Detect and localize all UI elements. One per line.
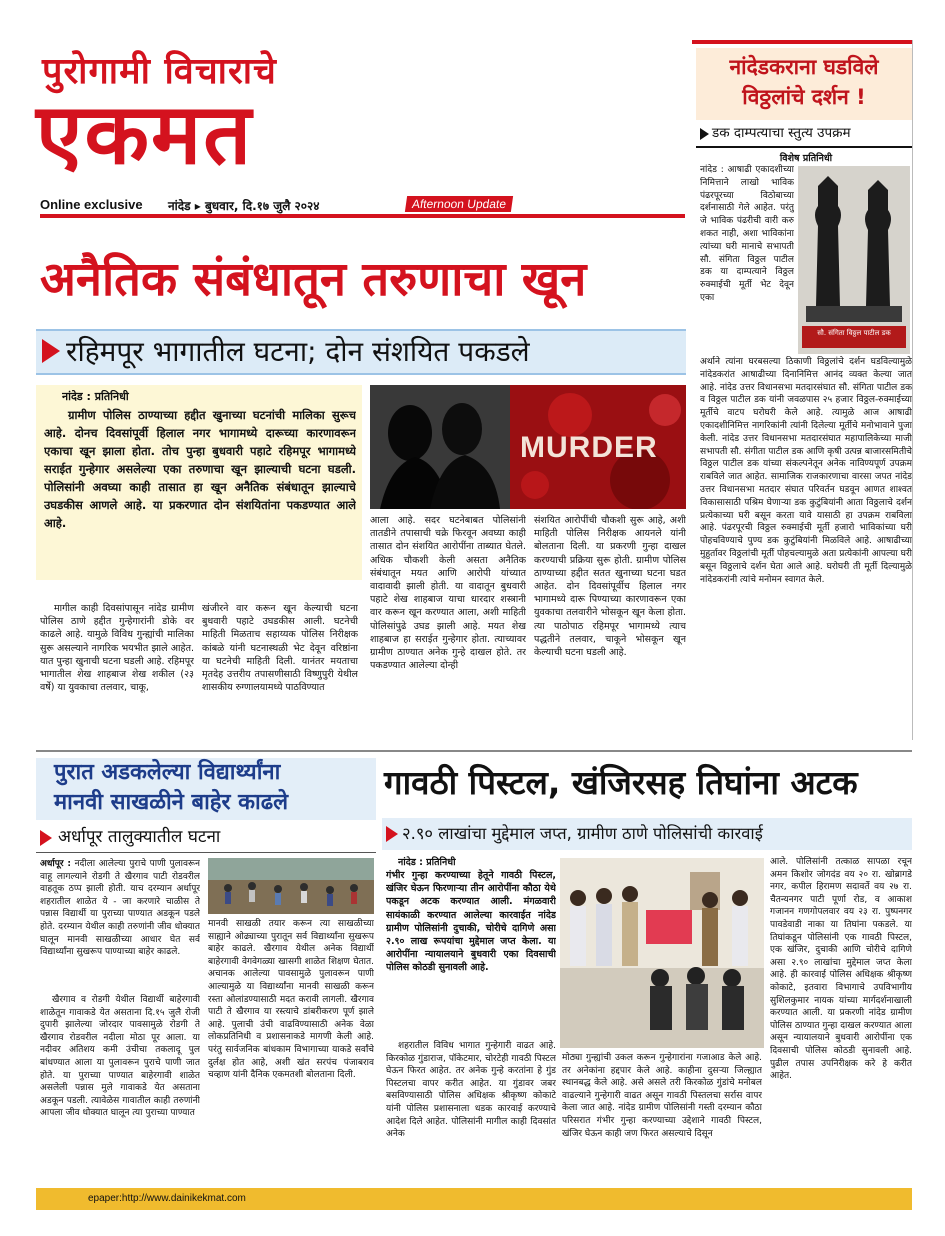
flood-subhead-arrow-icon	[40, 830, 52, 846]
flood-students-photo	[208, 858, 374, 914]
subhead-arrow-icon	[42, 339, 60, 363]
main-column-1: मागील काही दिवसांपासून नांदेड ग्रामीण पोलिस ठाणे हद्दीत गुन्हेगारांनी डोके वर काढले आहे. यामुळे विविध गुन्ह्यांची मालिका सुरू असल्याने नागरिक भयभीत झाले आहेत. यात पुन्हा खुनाची घटना घडली आहे. रहिमपूर भागातील शेख शाहबाज शेख शकील (२३ वर्षे) या युवकाचा तलवार, चाकू,	[40, 603, 194, 694]
flood-subhead-rule	[36, 852, 376, 853]
pistol-col2: मोठ्या गुन्ह्यांची उकल करून गुन्हेगारांना गजाआड केले आहे. तर अनेकांना हद्दपार केले आहे. काहीना दुसऱ्या जिल्ह्यात स्थानबद्ध केले आहे. असे असले तरी किरकोळ गुंडांचे मनोबल वाढल्याने गुन्हेगारी वाढत असून गावठी पिस्तलचा सर्रास वापर केला जात आहे. नांदेड ग्रामीण पोलिसांनी गस्ती दरम्यान कौठा परिसरात गंभीर गुन्हा करण्याच्या उद्देशाने गावठी पिस्टल, खंजिर घेऊन काही जण फिरत असल्याचे दिसून	[562, 1053, 762, 1139]
flood-byline: अर्धापूर :	[40, 859, 71, 869]
side-subhead-rule	[696, 146, 912, 148]
main-column-2: खंजीरने वार करून खून केल्याची घटना बुधवारी पहाटे उघडकीस आली. घटनेची माहिती मिळताच सहाय्यक पोलिस निरीक्षक कांबळे यांनी घटनास्थळी भेट देवून वरिष्ठांना या घटनेची माहिती दिली. यानंतर मयताचा मृतदेह उत्तरीय तपासणीसाठी विष्णुपुरी येथील शासकीय रुग्णालयामध्ये पाठविण्यात	[202, 603, 358, 694]
pistol-intro: गंभीर गुन्हा करण्याच्या हेतूने गावठी पिस्टल, खंजिर घेऊन फिरणाऱ्या तीन आरोपींना कौठा येथे पकडून अटक करण्यात आली. मंगळवारी सायंकाळी करण्यात आलेल्या कारवाईत नांदेड ग्रामीण पोलिसांनी दुचाकी, चोरीचे दागिणे असा २.९० लाख रूपयांचा मुद्देमाल जप्त केला. या आरोपींना न्यायालयाने बुधवारी एका दिवसाची पोलिस कोठडी सुनावली आहे.	[386, 870, 556, 974]
flood-subhead: अर्धापूर तालुक्यातील घटना	[58, 827, 221, 847]
side-text-beside: नांदेड : आषाढी एकादशीच्या निमित्ताने लाखो भाविक पंढरपूरच्या विठोबाच्या दर्शनासाठी गेले आहेत. परंतु जे भाविक पंढरीची वारी करु शकत नाही, अशा भाविकांना त्यांच्या घरी मानाचे सभापती सौ. संगिता विठ्ठल पाटील डक या दाम्पत्याने विठ्ठल रुक्माईची मूर्ती भेट देवून एका	[700, 165, 794, 303]
dateline: नांदेड ▸ बुधवार, दि.१७ जुलै २०२४	[168, 199, 320, 213]
pistol-col3: आले. पोलिसांनी तत्काळ सापळा रचून अमन किशोर जोगदंड वय २० रा. खोब्रागडे नगर, कपील हिरामण सदावर्ते वय २७ रा. चैतन्यनगर पाटी पूर्णा रोड, व आकाश गजानन गणगोपलवार वय २३ रा. पुष्पनगर पावडेवाडी नाका या तिघांना पकडले. या तिघांकडून पोलिसांनी एक गावठी पिस्टल, एक खंजिर, दुचाकी आणि चोरीचे दागिणे असा २.९० लाखांचा मुद्देमाल जप्त केला आहे. ही कारवाई पोलिस अधिक्षक श्रीकृष्ण कोकाटे, इतवारा विभागाचे उपविभागीय सुशिलकुमार नायक यांच्या मार्गदर्शनाखाली करण्यात आली. या प्रकरणी नांदेड ग्रामीण पोलिस ठाण्यात गुन्हा दाखल करण्यात आला असून न्यायालयाने बुधवारी आरोपींना एक दिवसाची पोलिस कोठडी सुनावली आहे. पुढील तपास उपनिरीक्षक करे हे करीत आहेत.	[770, 857, 912, 1082]
main-headline: अनैतिक संबंधातून तरुणाचा खून	[40, 252, 587, 307]
main-subhead: रहिमपूर भागातील घटना; दोन संशयित पकडले	[66, 335, 530, 368]
footer-url[interactable]: epaper:http://www.dainikekmat.com	[88, 1193, 246, 1204]
pistol-subhead-arrow-icon	[386, 826, 398, 842]
afternoon-update-badge: Afternoon Update	[405, 196, 513, 212]
police-photo	[560, 858, 764, 1048]
vitthal-image	[798, 166, 910, 354]
main-column-4: संशयित आरोपींची चौकशी सुरू आहे, अशी माहिती पोलिस निरीक्षक आयनले यांनी बोलताना दिली. या प्रकरणी गुन्हा दाखल करण्याची प्रक्रिया सुरू होती. ग्रामीण पोलिस ठाण्याच्या हद्दीत सतत खुनाच्या घटना घडत आहेत. दोन दिवसांपूर्वीच हिलाल नगर भागामध्ये दारू पिण्याच्या कारणावरून एका युवकाचा तलवारीने भोसकून खून केला होता. त्या पाठोपाठ रहिमपूर भागामध्ये त्याच पद्धतीने तलवार, चाकूने भोसकून खून केल्याची घटना घडली आहे.	[534, 515, 686, 659]
pistol-headline: गावठी पिस्टल, खंजिरसह तिघांना अटक	[384, 763, 858, 802]
flood-image	[208, 858, 374, 914]
main-column-3: आला आहे. सदर घटनेबाबत पोलिसांनी तातडीने तपासाची चक्रे फिरवून अवघ्या काही तासात दोन संशयित आरोपींना ताब्यात घेतले. अधिक चौकशी केली असता अनैतिक संबंधातून मयत आणि आरोपी यांच्यात वादावादी झाली होती. या वादातून बुधवारी पहाटे शेख शाहबाज याचा धारदार शस्त्रानी वार करून खून करण्यात आला, अशी माहिती पोलिसांपुढे उघड झाली आहे. मयत शेख शाहबाज हा सराईत गुन्हेगार होता. त्याच्यावर ग्रामीण ठाण्यात अनेक गुन्हे दाखल होते. तर पकडण्यात आलेल्या दोन्ही	[370, 515, 526, 672]
flood-col1-text: नदीला आलेल्या पुराचे पाणी पुलावरून वाहू लागल्याने रोडगी ते खैरगाव पाटी रोडवरील वाहतूक ठप्प झाली होती. याच दरम्यान अर्धापूर शहरातील शाळेत ये - जा करणारे चाळीस ते पन्नास विद्यार्थी या पुराच्या पाण्यात अडकून पडले होते. दरम्यान येथील काही तरुणांनी जीव धोक्यात घालून मानवी साखळीच्या आधार घेत सर्व विद्यार्थ्यांना सुखरूप पाण्याच्या बाहेर काढले.	[40, 859, 200, 958]
flood-col1	[40, 858, 200, 988]
side-byline: विशेष प्रतिनिधी	[779, 153, 833, 164]
intro-byline: नांदेड : प्रतिनिधी	[62, 390, 129, 403]
side-subhead-icon	[700, 128, 709, 140]
murder-image	[370, 385, 686, 509]
flood-col2: मानवी साखळी तयार करून त्या साखळीच्या साह्याने ओढ्याच्या पुरातून सर्व विद्यार्थ्यांना सुखरूप बाहेर काढले. खैरगाव येथील अनेक विद्यार्थी बाहेरगावी वेगवेगळ्या खासगी शाळेत शिक्षण घेतात. अचानक आलेल्या पावसामुळे पुलावरून पाणी आल्यामुळे या विद्यार्थ्यांना मानवी साखळी करून रस्ता ओलांडण्यासाठी मदत करावी लागली. खैरगाव पाटी ते खैरगाव या रस्त्याचे डांबरीकरण पूर्ण झाले आहे. पुलाची उंची वाढविण्यासाठी अनेक वेळा लोकप्रतिनिधी व प्रशासनाकडे मागणी केली आहे. परंतु सार्वजनिक बांधकाम विभागाच्या याकडे सर्वांचे दुर्लक्ष होत आहे, अशी खंत सरपंच पंजाबराव चव्हाण यांनी दैनिक एकमतशी बोलताना दिली.	[208, 919, 374, 1081]
flood-col1b: खैरगाव व रोडगी येथील विद्यार्थी बाहेरगावी शाळेतून गावाकडे येत असताना दि.१५ जुलै रोजी दुपारी झालेल्या जोरदार पावसामुळे रोडगी ते खैरगाव रोडवरील नदीला मोठा पूर आला. या नदीवर अतिशय कमी उंचीचा तकलादू पुल बांधण्यात आला या पुलावरून पुराचे पाणी जात होते. या पुराच्या पाण्यात बाहेरगावी शाळेत असलेली पन्नास मुले गावाकडे येत असताना अडकून पडली. त्यावेळेस गावातील काही तरुणांनी आपला जीव धोक्यात घालून त्या पुराच्या पाण्यात	[40, 995, 200, 1119]
side-body: अर्थाने त्यांना घरबसल्या ठिकाणी विठ्ठलांचे दर्शन घडविल्यामुळे नांदेडकरांत आषाढीच्या दिनानिमित्त आनंद व्यक्त केल्या जात आहे. नांदेड उत्तर विधानसभा मतदारसंघात सौ. संगिता पाटील डक व विठ्ठल पाटील डक यांनी जवळपास २५ हजार विठ्ठल-रुक्माईच्या मूर्तीचे वाटप घरोघरी केले आहे. त्यामुळे आज आषाढी एकादशीनिमित्त नागरिकांनी त्यांनी दिलेल्या मूर्तीचे मनोभावाने पुजा केली. नांदेड उत्तर विधानसभा मतदारसंघात महापालिकेच्या माजी सभापती सौ. संगीता पाटील डक आणि कृषी उत्पन्न बाजारसमितीचे विठ्ठल पाटील डक यांच्या संकल्पनेतून अनेक नाविण्यपूर्ण उपक्रम राबविले जात आहेत. सामाजिक राजकारणाचा वारसा जपत नांदेड उत्तर विधानसभा मतदार संघात परिवर्तन घडवून आणत शाश्वत विकासासाठी पश्रिम घेणाऱ्या डक कुटुंबियांनी आता विठ्ठलाचे दर्शन प्रत्येकाच्या घरी बसून करता यावे यासाठी हा उपक्रम राबविला आहे. पंढरपूरची विठ्ठल रुक्माईची मूर्ती हजारो भाविकांच्या घरी पोहचविण्याचे पुण्य डक कुटुंबियांनी मिळविले आहे. आषाढीच्या मुहुर्तावर विठ्ठलांची मूर्ती पोहचल्यामुळे अता प्रत्येकांनी आपल्या घरी बसून विठ्ठलाचे दर्शन घेता आले आहे. घरोघरी ती मूर्ती दिल्यामुळे नांदेडकरांनी त्यांचे मनोमन स्वागत केले.	[700, 357, 912, 585]
masthead-tagline: पुरोगामी विचाराचे	[42, 51, 277, 92]
flood-headline-1: पुरात अडकलेल्या विद्यार्थ्यांना	[54, 760, 281, 785]
side-top-rule	[692, 40, 912, 44]
police-with-accused-photo	[560, 858, 764, 1048]
online-exclusive: Online exclusive	[40, 197, 143, 212]
intro-text: ग्रामीण पोलिस ठाण्याच्या हद्दीत खुनाच्या घटनांची मालिका सुरूच आहे. दोनच दिवसांपूर्वी हिलाल नगर भागामध्ये दारूच्या कारणावरून एकाचा खून झाला होता. तोच पुन्हा बुधवारी पहाटे रहिमपूर भागामध्ये सराईत गुन्हेगार असलेल्या एका तरुणाचा खून झाल्याची घटना घडली. पोलिसांनी अवघ्या काही तासात हा खून अनैतिक संबंधातून झाल्याचे उघडकीस आणले आहे. या प्रकरणात दोन संशयितांना पकडण्यात आले आहे.	[44, 408, 356, 530]
murder-image-text: MURDER	[520, 431, 658, 464]
vitthal-rukmai-idols	[798, 166, 910, 354]
section-divider	[36, 750, 912, 752]
masthead-rule	[40, 214, 685, 218]
pistol-byline: नांदेड : प्रतिनिधी	[398, 857, 456, 868]
flood-headline-2: मानवी साखळीने बाहेर काढले	[54, 790, 289, 815]
pistol-col1: शहरातील विविध भागात गुन्हेगारी वाढत आहे. किरकोळ गुंडाराज, पॉकेटमार, चोरटेही गावठी पिस्टल घेऊन फिरत आहेत. तर अनेक गुन्हे करतांना हे गुंड पिस्टलचा वापर करीत आहेत. या गुंडावर जबर बसविण्यासाठी पोलिस अधिक्षक श्रीकृष्ण कोकाटे यांनी पोलिस प्रशासनाला धडक कारवाई करण्याचे आदेश दिले आहेत. पोलिसांनी मागील काही दिवसांत अनेक	[386, 1041, 556, 1140]
side-headline: नांदेडकराना घडविले विठ्ठलांचे दर्शन !	[729, 55, 879, 109]
masthead-name: एकमत	[36, 85, 254, 183]
side-subhead: डक दाम्पत्याचा स्तुत्य उपक्रम	[712, 125, 851, 141]
side-border-right	[912, 40, 913, 740]
vitthal-caption: सौ. संगिता विठ्ठल पाटील डक	[817, 329, 891, 337]
pistol-subhead: २.९० लाखांचा मुद्देमाल जप्त, ग्रामीण ठाणे पोलिसांची कारवाई	[402, 824, 763, 843]
